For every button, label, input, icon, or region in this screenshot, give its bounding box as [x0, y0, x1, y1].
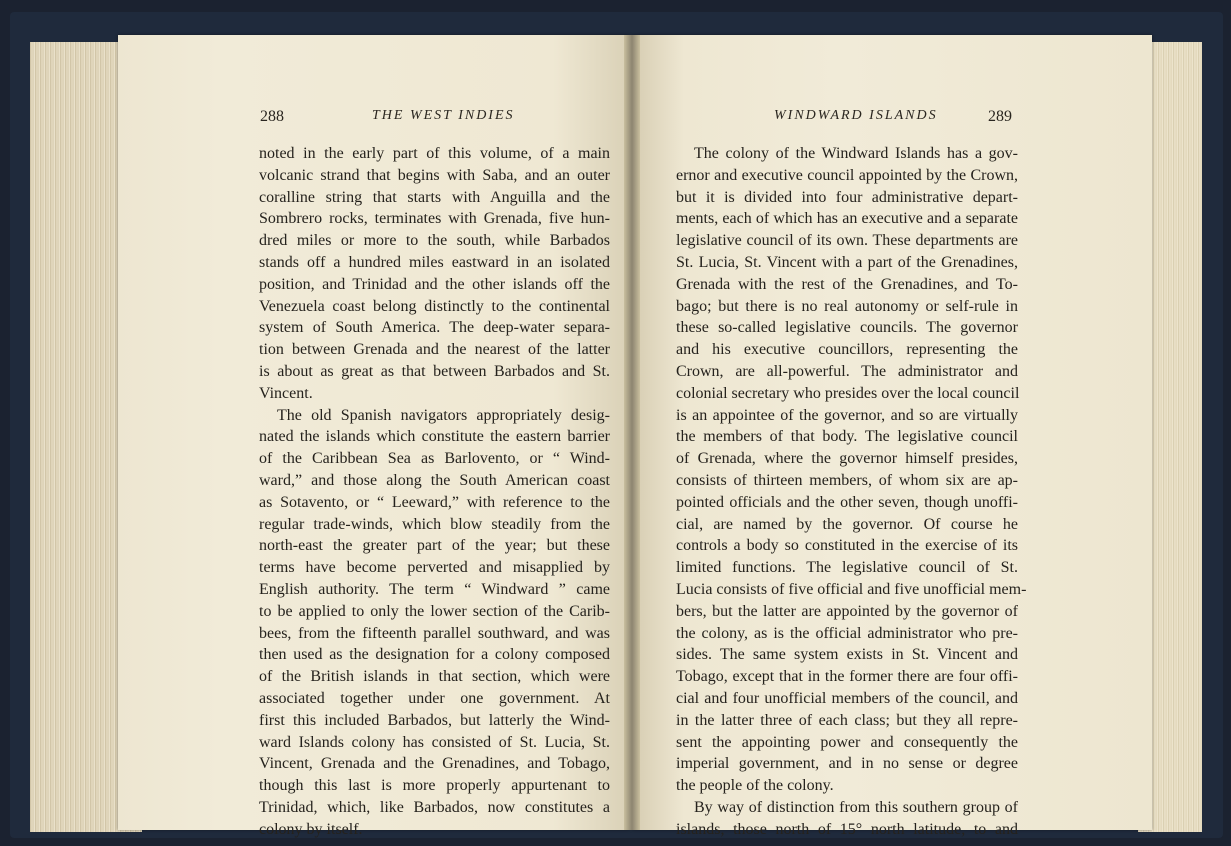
text-line: ernor and executive council appointed by the Crown,: [676, 166, 1018, 184]
text-line: Grenada with the rest of the Grenadines, and To-: [676, 275, 1018, 293]
text-line: to be applied to only the lower section of the Carib-: [259, 602, 610, 620]
text-line: consists of thirteen members, of whom six are ap-: [676, 471, 1018, 489]
text-line: terms have become perverted and misapplied by: [259, 559, 610, 577]
text-line: first this included Barbados, but latterly the Wind-: [259, 711, 610, 729]
text-line: bago; but there is no real autonomy or self-rule in: [676, 297, 1018, 315]
text-line: noted in the early part of this volume, of a main: [259, 145, 610, 162]
right-page-number: 289: [988, 108, 1012, 125]
text-line: Trinidad, which, like Barbados, now constitutes a: [259, 798, 610, 816]
text-line: ward,” and those along the South American coast: [259, 471, 610, 489]
text-line: Sombrero rocks, terminates with Grenada, five hun-: [259, 210, 610, 228]
text-line: bees, from the fifteenth parallel southward, and was: [259, 624, 610, 642]
text-line: sides. The same system exists in St. Vincent and: [676, 646, 1018, 664]
text-line: pointed officials and the other seven, though unoffi-: [676, 493, 1018, 511]
text-line: Vincent.: [259, 384, 313, 402]
left-page-body: [259, 143, 610, 841]
text-line: ward Islands colony has consisted of St. Lucia, St.: [259, 733, 610, 751]
text-line: Crown, are all-powerful. The administrator and: [676, 362, 1018, 380]
text-line: stands off a hundred miles eastward in an isolated: [259, 253, 610, 271]
text-line: though this last is more properly appurtenant to: [259, 777, 610, 795]
text-line: colony by itself.: [259, 820, 363, 838]
text-line: coralline string that starts with Anguilla and the: [259, 188, 610, 206]
text-line: the colony, as is the official administrator who pre-: [676, 624, 1018, 642]
text-line: associated together under one government. At: [259, 689, 610, 707]
text-line: and his executive councillors, representing the: [676, 341, 1018, 359]
text-line: Venezuela coast belong distinctly to the continental: [259, 297, 610, 315]
left-running-head: THE WEST INDIES: [372, 108, 515, 123]
text-line: controls a body so constituted in the exercise of its: [676, 537, 1018, 555]
text-line: as Sotavento, or “ Leeward,” with reference to the: [259, 493, 610, 511]
text-line: of the British islands in that section, which were: [259, 668, 610, 686]
book-gutter: [624, 35, 640, 830]
text-line: Lucia consists of five official and five unofficial mem-: [676, 580, 1027, 598]
text-line: Vincent, Grenada and the Grenadines, and Tobago,: [259, 755, 610, 773]
text-line: north-east the greater part of the year; but these: [259, 537, 610, 555]
right-page-body: [676, 143, 1027, 841]
text-line: volcanic strand that begins with Saba, and an outer: [259, 166, 610, 184]
text-line: cial and four unofficial members of the council, and: [676, 689, 1018, 707]
text-line: St. Lucia, St. Vincent with a part of the Grenadines,: [676, 253, 1018, 271]
text-line: nated the islands which constitute the eastern barrier: [259, 428, 610, 446]
text-line: then used as the designation for a colony composed: [259, 646, 610, 664]
text-line: English authority. The term “ Windward ” came: [259, 580, 610, 598]
left-page-number: 288: [260, 108, 284, 125]
text-line: of Grenada, where the governor himself presides,: [676, 450, 1018, 468]
text-line: islands, those north of 15° north latitude, to and: [676, 820, 1018, 838]
text-line: The colony of the Windward Islands has a gov-: [694, 145, 1018, 162]
text-line: cial, are named by the governor. Of course he: [676, 515, 1018, 533]
text-line: The old Spanish navigators appropriately desig-: [277, 406, 610, 424]
text-line: these so-called legislative councils. The governor: [676, 319, 1018, 337]
text-line: is an appointee of the governor, and so are virtually: [676, 406, 1018, 424]
text-line: bers, but the latter are appointed by the governor of: [676, 602, 1018, 620]
text-line: sent the appointing power and consequently the: [676, 733, 1018, 751]
text-line: is about as great as that between Barbados and St.: [259, 362, 610, 380]
text-line: in the latter three of each class; but they all repre-: [676, 711, 1018, 729]
text-line: legislative council of its own. These departments are: [676, 232, 1018, 250]
text-line: of the Caribbean Sea as Barlovento, or “ Wind-: [259, 450, 610, 468]
text-line: regular trade-winds, which blow steadily from the: [259, 515, 610, 533]
text-line: tion between Grenada and the nearest of the latter: [259, 341, 610, 359]
right-running-head: WINDWARD ISLANDS: [774, 108, 938, 123]
text-line: Tobago, except that in the former there are four offi-: [676, 668, 1018, 686]
text-line: the members of that body. The legislative council: [676, 428, 1018, 446]
text-line: the people of the colony.: [676, 777, 834, 795]
text-line: colonial secretary who presides over the local council: [676, 384, 1020, 402]
text-line: system of South America. The deep-water separa-: [259, 319, 610, 337]
text-line: limited functions. The legislative council of St.: [676, 559, 1018, 577]
text-line: position, and Trinidad and the other islands off the: [259, 275, 610, 293]
text-line: dred miles or more to the south, while Barbados: [259, 232, 610, 250]
text-line: By way of distinction from this southern group of: [694, 798, 1018, 816]
text-line: but it is divided into four administrative depart-: [676, 188, 1018, 206]
text-line: imperial government, and in no sense or degree: [676, 755, 1018, 773]
text-line: ments, each of which has an executive and a separate: [676, 210, 1018, 228]
